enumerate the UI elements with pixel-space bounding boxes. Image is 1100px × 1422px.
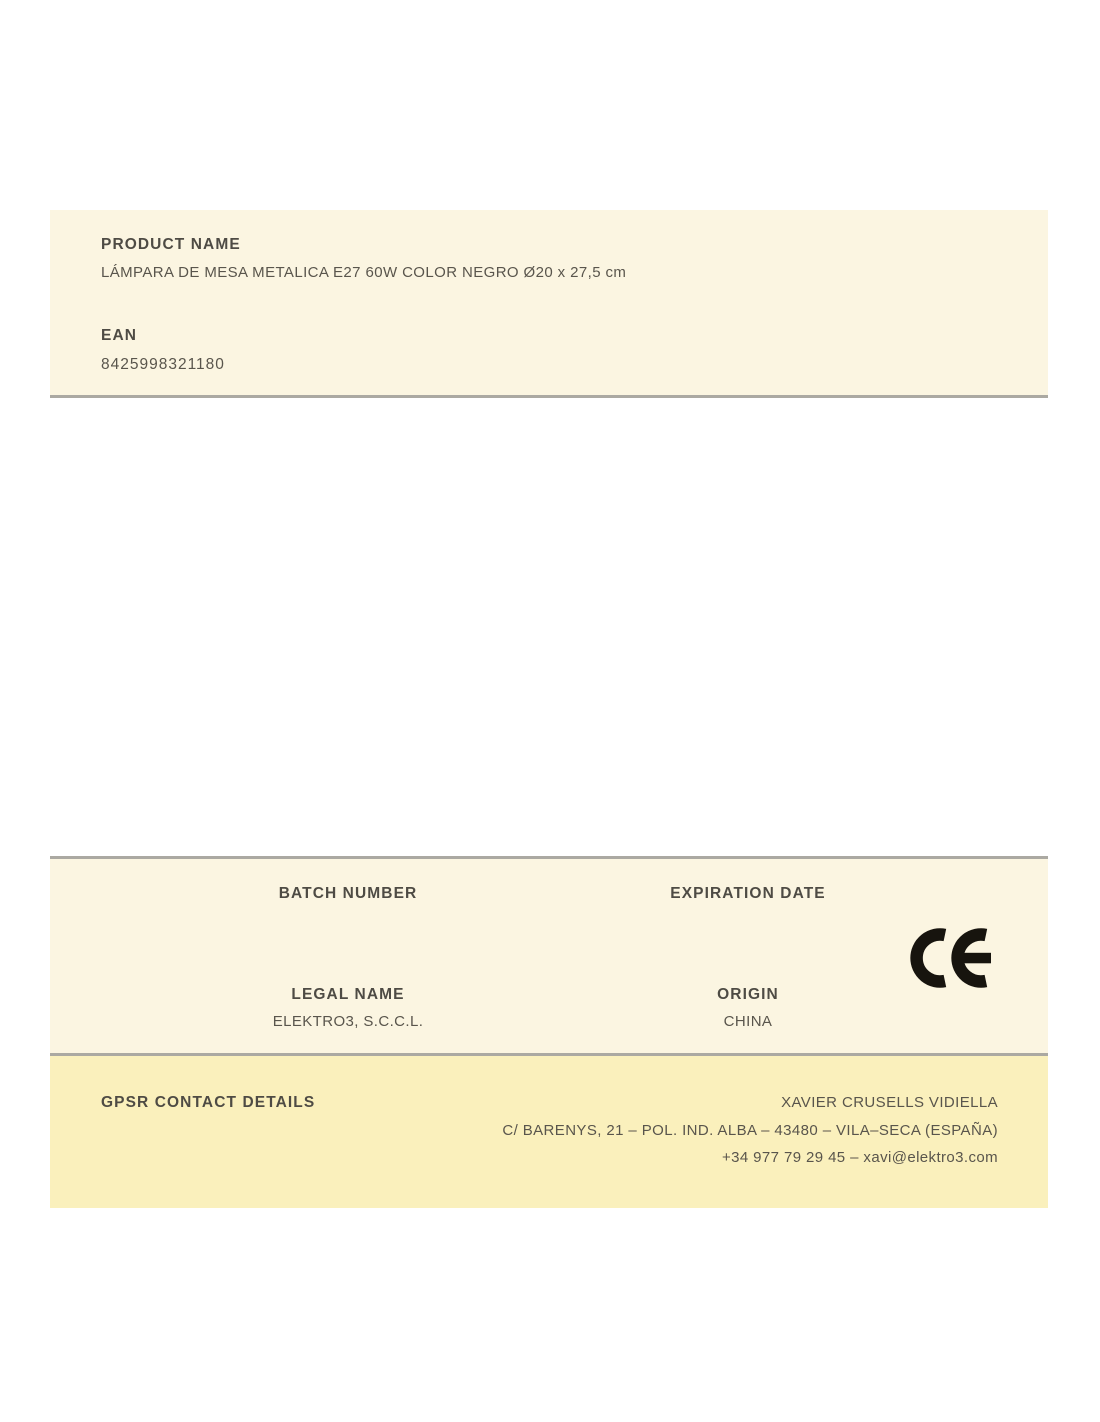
product-name-value: LÁMPARA DE MESA METALICA E27 60W COLOR NEGRO Ø20 x 27,5 cm: [101, 264, 627, 281]
contact-address: C/ BARENYS, 21 – POL. IND. ALBA – 43480 – VILA–SECA (ESPAÑA): [502, 1121, 998, 1139]
traceability-section: [50, 856, 1048, 1056]
gpsr-contact-label: GPSR CONTACT DETAILS: [101, 1094, 316, 1111]
legal-name-label: LEGAL NAME: [291, 986, 405, 1003]
product-name-label: PRODUCT NAME: [101, 236, 241, 253]
legal-name-field: [148, 987, 548, 1030]
contact-phone-email: +34 977 79 29 45 – xavi@elektro3.com: [721, 1149, 998, 1166]
expiration-date-field: [548, 886, 948, 913]
origin-field: [548, 987, 948, 1030]
ean-field: [101, 328, 997, 373]
legal-name-value: ELEKTRO3, S.C.C.L.: [272, 1013, 424, 1030]
origin-label: ORIGIN: [717, 986, 779, 1003]
origin-value: CHINA: [723, 1013, 773, 1030]
expiration-date-label: EXPIRATION DATE: [670, 885, 826, 902]
batch-number-field: [148, 886, 548, 913]
ean-label: EAN: [101, 327, 138, 344]
product-name-field: [101, 237, 997, 281]
ce-mark-icon: [910, 928, 991, 988]
ean-value: 8425998321180: [101, 356, 225, 373]
product-info-section: [50, 210, 1048, 398]
batch-number-label: BATCH NUMBER: [278, 885, 418, 902]
gpsr-contact-details: [502, 1089, 998, 1172]
contact-name: XAVIER CRUSELLS VIDIELLA: [781, 1094, 998, 1111]
gpsr-contact-section: [50, 1056, 1048, 1208]
